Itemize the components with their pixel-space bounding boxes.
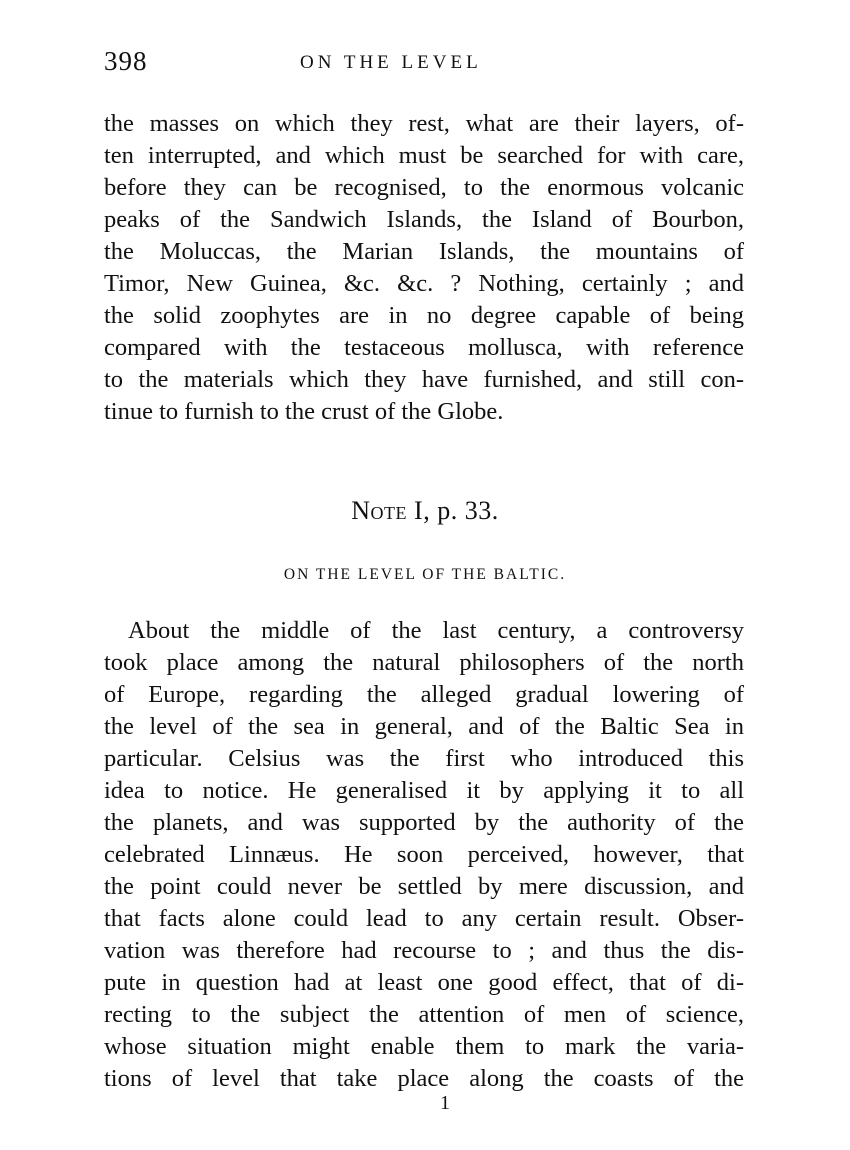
text-line: pute in question had at least one good effect, that of di- — [104, 969, 744, 996]
text-line: to the materials which they have furnished, and still con- — [104, 366, 744, 393]
text-line: Timor, New Guinea, &c. &c. ? Nothing, certainly ; and — [104, 270, 744, 297]
text-line: vation was therefore had recourse to ; and thus the dis- — [104, 937, 744, 964]
text-line: of Europe, regarding the alleged gradual lowering of — [104, 681, 744, 708]
text-line: before they can be recognised, to the enormous volcanic — [104, 174, 744, 201]
note-heading — [0, 496, 850, 526]
text-line: whose situation might enable them to mark the varia- — [104, 1033, 744, 1060]
signature-mark: 1 — [440, 1092, 450, 1114]
note-paragraph — [104, 615, 744, 1095]
text-line: particular. Celsius was the first who introduced this — [104, 745, 744, 772]
page-number: 398 — [104, 46, 148, 76]
text-line: celebrated Linnæus. He soon perceived, however, that — [104, 841, 744, 868]
text-line: tinue to furnish to the crust of the Globe. — [104, 398, 504, 425]
text-line: took place among the natural philosophers of the north — [104, 649, 744, 676]
note-heading-reference: I, p. 33. — [407, 496, 499, 525]
text-line: idea to notice. He generalised it by applying it to all — [104, 777, 744, 804]
text-line: ten interrupted, and which must be searched for with care, — [104, 142, 744, 169]
text-line: the Moluccas, the Marian Islands, the mountains of — [104, 238, 744, 265]
text-line: peaks of the Sandwich Islands, the Island of Bourbon, — [104, 206, 744, 233]
text-line: the point could never be settled by mere discussion, and — [104, 873, 744, 900]
note-heading-word: Note — [351, 496, 408, 525]
running-head — [104, 46, 744, 78]
text-line: tions of level that take place along the coasts of the — [104, 1065, 744, 1092]
text-line: the level of the sea in general, and of the Baltic Sea in — [104, 713, 744, 740]
note-subheading: ON THE LEVEL OF THE BALTIC. — [283, 566, 567, 583]
text-line: the solid zoophytes are in no degree capable of being — [104, 302, 744, 329]
text-line: compared with the testaceous mollusca, with reference — [104, 334, 744, 361]
text-line: that facts alone could lead to any certain result. Obser- — [104, 905, 744, 932]
text-line: recting to the subject the attention of men of science, — [104, 1001, 744, 1028]
paragraph-continued — [104, 108, 744, 428]
text-line: the planets, and was supported by the authority of the — [104, 809, 744, 836]
running-title: ON THE LEVEL — [300, 52, 482, 73]
text-line: the masses on which they rest, what are their layers, of- — [104, 110, 744, 137]
text-line: About the middle of the last century, a controversy — [128, 617, 744, 644]
